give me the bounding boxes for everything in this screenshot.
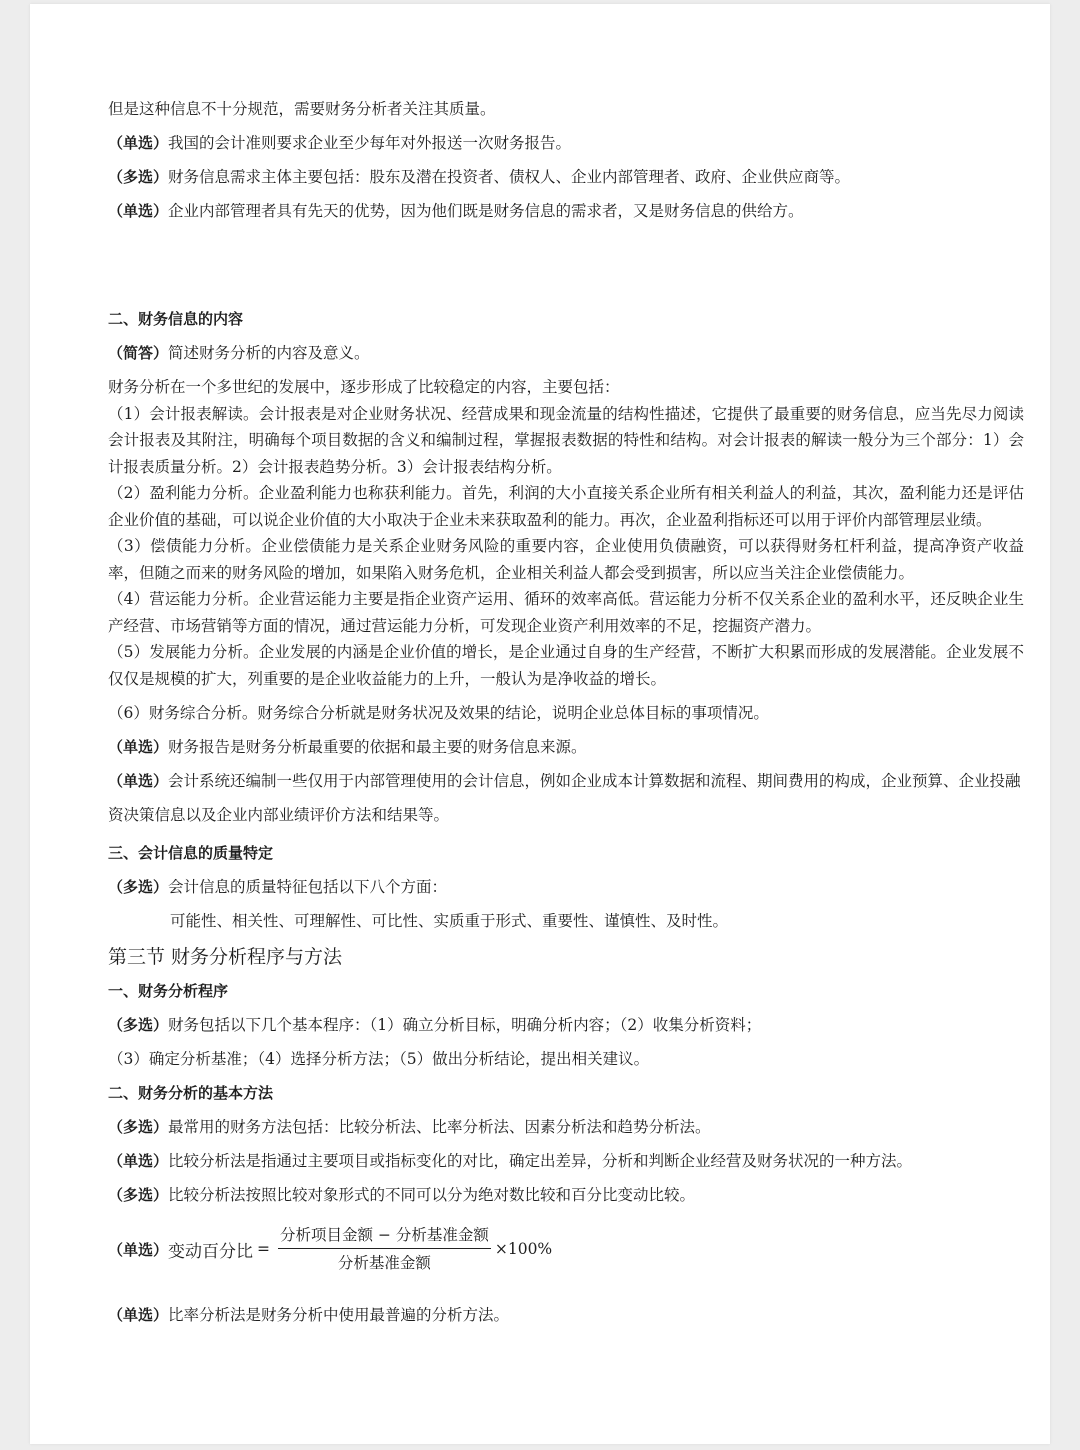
question-line: （多选）财务包括以下几个基本程序：（1）确立分析目标，明确分析内容；（2）收集分析资料； (108, 1016, 762, 1034)
page-content (108, 96, 1024, 1336)
intro-text: 财务分析在一个多世纪的发展中，逐步形成了比较稳定的内容，主要包括： (108, 378, 620, 396)
question-tag: （单选） (108, 134, 169, 152)
change-percentage-formula (108, 1218, 1024, 1280)
question-tag: （单选） (108, 772, 169, 790)
content-item: （4）营运能力分析。企业营运能力主要是指企业资产运用、循环的效率高低。营运能力分析不仅关系企业的盈利水平，还反映企业生产经营、市场营销等方面的情况，通过营运能力分析，可发现企业资产利用效率的不足，挖掘资产潜力。 (108, 590, 1024, 635)
question-line: （单选）比较分析法是指通过主要项目或指标变化的对比，确定出差异，分析和判断企业经营及财务状况的一种方法。 (108, 1152, 913, 1170)
question-line: （单选）财务报告是财务分析最重要的依据和最主要的财务信息来源。 (108, 738, 587, 756)
document-page (30, 4, 1050, 1444)
question-line: （单选）会计系统还编制一些仅用于内部管理使用的会计信息，例如企业成本计算数据和流程、期间费用的构成，企业预算、企业投融资决策信息以及企业内部业绩评价方法和结果等。 (108, 772, 1021, 824)
question-tag: （单选） (108, 202, 169, 220)
content-item: （1）会计报表解读。会计报表是对企业财务状况、经营成果和现金流量的结构性描述，它提供了最重要的财务信息，应当先尽力阅读会计报表及其附注，明确每个项目数据的含义和编制过程，掌握报表数据的特性和结构。对会计报表的解读一般分为三个部分：1）会计报表质量分析。2）会计报表趋势分析。3）会计报表结构分析。 (108, 404, 1024, 476)
section-heading: 二、财务分析的基本方法 (108, 1084, 274, 1102)
question-tag: （单选） (108, 1306, 169, 1324)
quality-list: 可能性、相关性、可理解性、可比性、实质重于形式、重要性、谨慎性、及时性。 (170, 912, 729, 930)
question-line: （多选）财务信息需求主体主要包括：股东及潜在投资者、债权人、企业内部管理者、政府、企业供应商等。 (108, 168, 851, 186)
question-tag: （单选） (108, 1152, 169, 1170)
question-line: （单选）企业内部管理者具有先天的优势，因为他们既是财务信息的需求者，又是财务信息的供给方。 (108, 202, 804, 220)
question-line: （多选）会计信息的质量特征包括以下八个方面： (108, 878, 448, 896)
question-line: （单选）比率分析法是财务分析中使用最普遍的分析方法。 (108, 1306, 510, 1324)
question-tag: （多选） (108, 1118, 169, 1136)
section-heading: 一、财务分析程序 (108, 982, 229, 1000)
spacer (108, 232, 1024, 306)
formula-numerator: 分析项目金额 − 分析基准金额 (278, 1224, 491, 1249)
question-line: （简答）简述财务分析的内容及意义。 (108, 344, 370, 362)
question-continuation: （3）确定分析基准；（4）选择分析方法；（5）做出分析结论，提出相关建议。 (108, 1050, 650, 1068)
question-tag: （多选） (108, 1016, 169, 1034)
content-item: （3）偿债能力分析。企业偿债能力是关系企业财务风险的重要内容，企业使用负债融资，可以获得财务杠杆利益，提高净资产收益率，但随之而来的财务风险的增加，如果陷入财务危机，企业相关利益人都会受到损害，所以应当关注企业偿债能力。 (108, 537, 1024, 582)
formula-lhs: 变动百分比 (168, 1241, 254, 1262)
text-line: 但是这种信息不十分规范，需要财务分析者关注其质量。 (108, 100, 496, 118)
question-tag: （多选） (108, 1186, 169, 1204)
question-line: （多选）比较分析法按照比较对象形式的不同可以分为绝对数比较和百分比变动比较。 (108, 1186, 696, 1204)
section-heading: 三、会计信息的质量特定 (108, 844, 274, 862)
content-item: （2）盈利能力分析。企业盈利能力也称获利能力。首先，利润的大小直接关系企业所有相关利益人的利益，其次，盈利能力还是评估企业价值的基础，可以说企业价值的大小取决于企业未来获取盈利的能力。再次，企业盈利指标还可以用于评价内部管理层业绩。 (108, 484, 1024, 529)
formula-multiplier: ×100% (494, 1240, 553, 1258)
question-tag: （单选） (108, 738, 169, 756)
question-tag: （多选） (108, 168, 169, 186)
question-tag: （简答） (108, 344, 169, 362)
question-line: （单选）我国的会计准则要求企业至少每年对外报送一次财务报告。 (108, 134, 572, 152)
formula-denominator: 分析基准金额 (337, 1253, 431, 1272)
question-line: （多选）最常用的财务方法包括：比较分析法、比率分析法、因素分析法和趋势分析法。 (108, 1118, 711, 1136)
section-heading: 二、财务信息的内容 (108, 310, 244, 328)
question-tag: （单选） (108, 1240, 169, 1259)
formula-equals: = (257, 1240, 271, 1258)
content-item: （5）发展能力分析。企业发展的内涵是企业价值的增长，是企业通过自身的生产经营，不断扩大积累而形成的发展潜能。企业发展不仅仅是规模的扩大，列重要的是企业收益能力的上升，一般认为是净收益的增长。 (108, 643, 1024, 688)
formula-fraction (278, 1224, 491, 1275)
content-item: （6）财务综合分析。财务综合分析就是财务状况及效果的结论，说明企业总体目标的事项情况。 (108, 704, 769, 722)
chapter-title: 第三节 财务分析程序与方法 (108, 946, 343, 968)
question-tag: （多选） (108, 878, 169, 896)
